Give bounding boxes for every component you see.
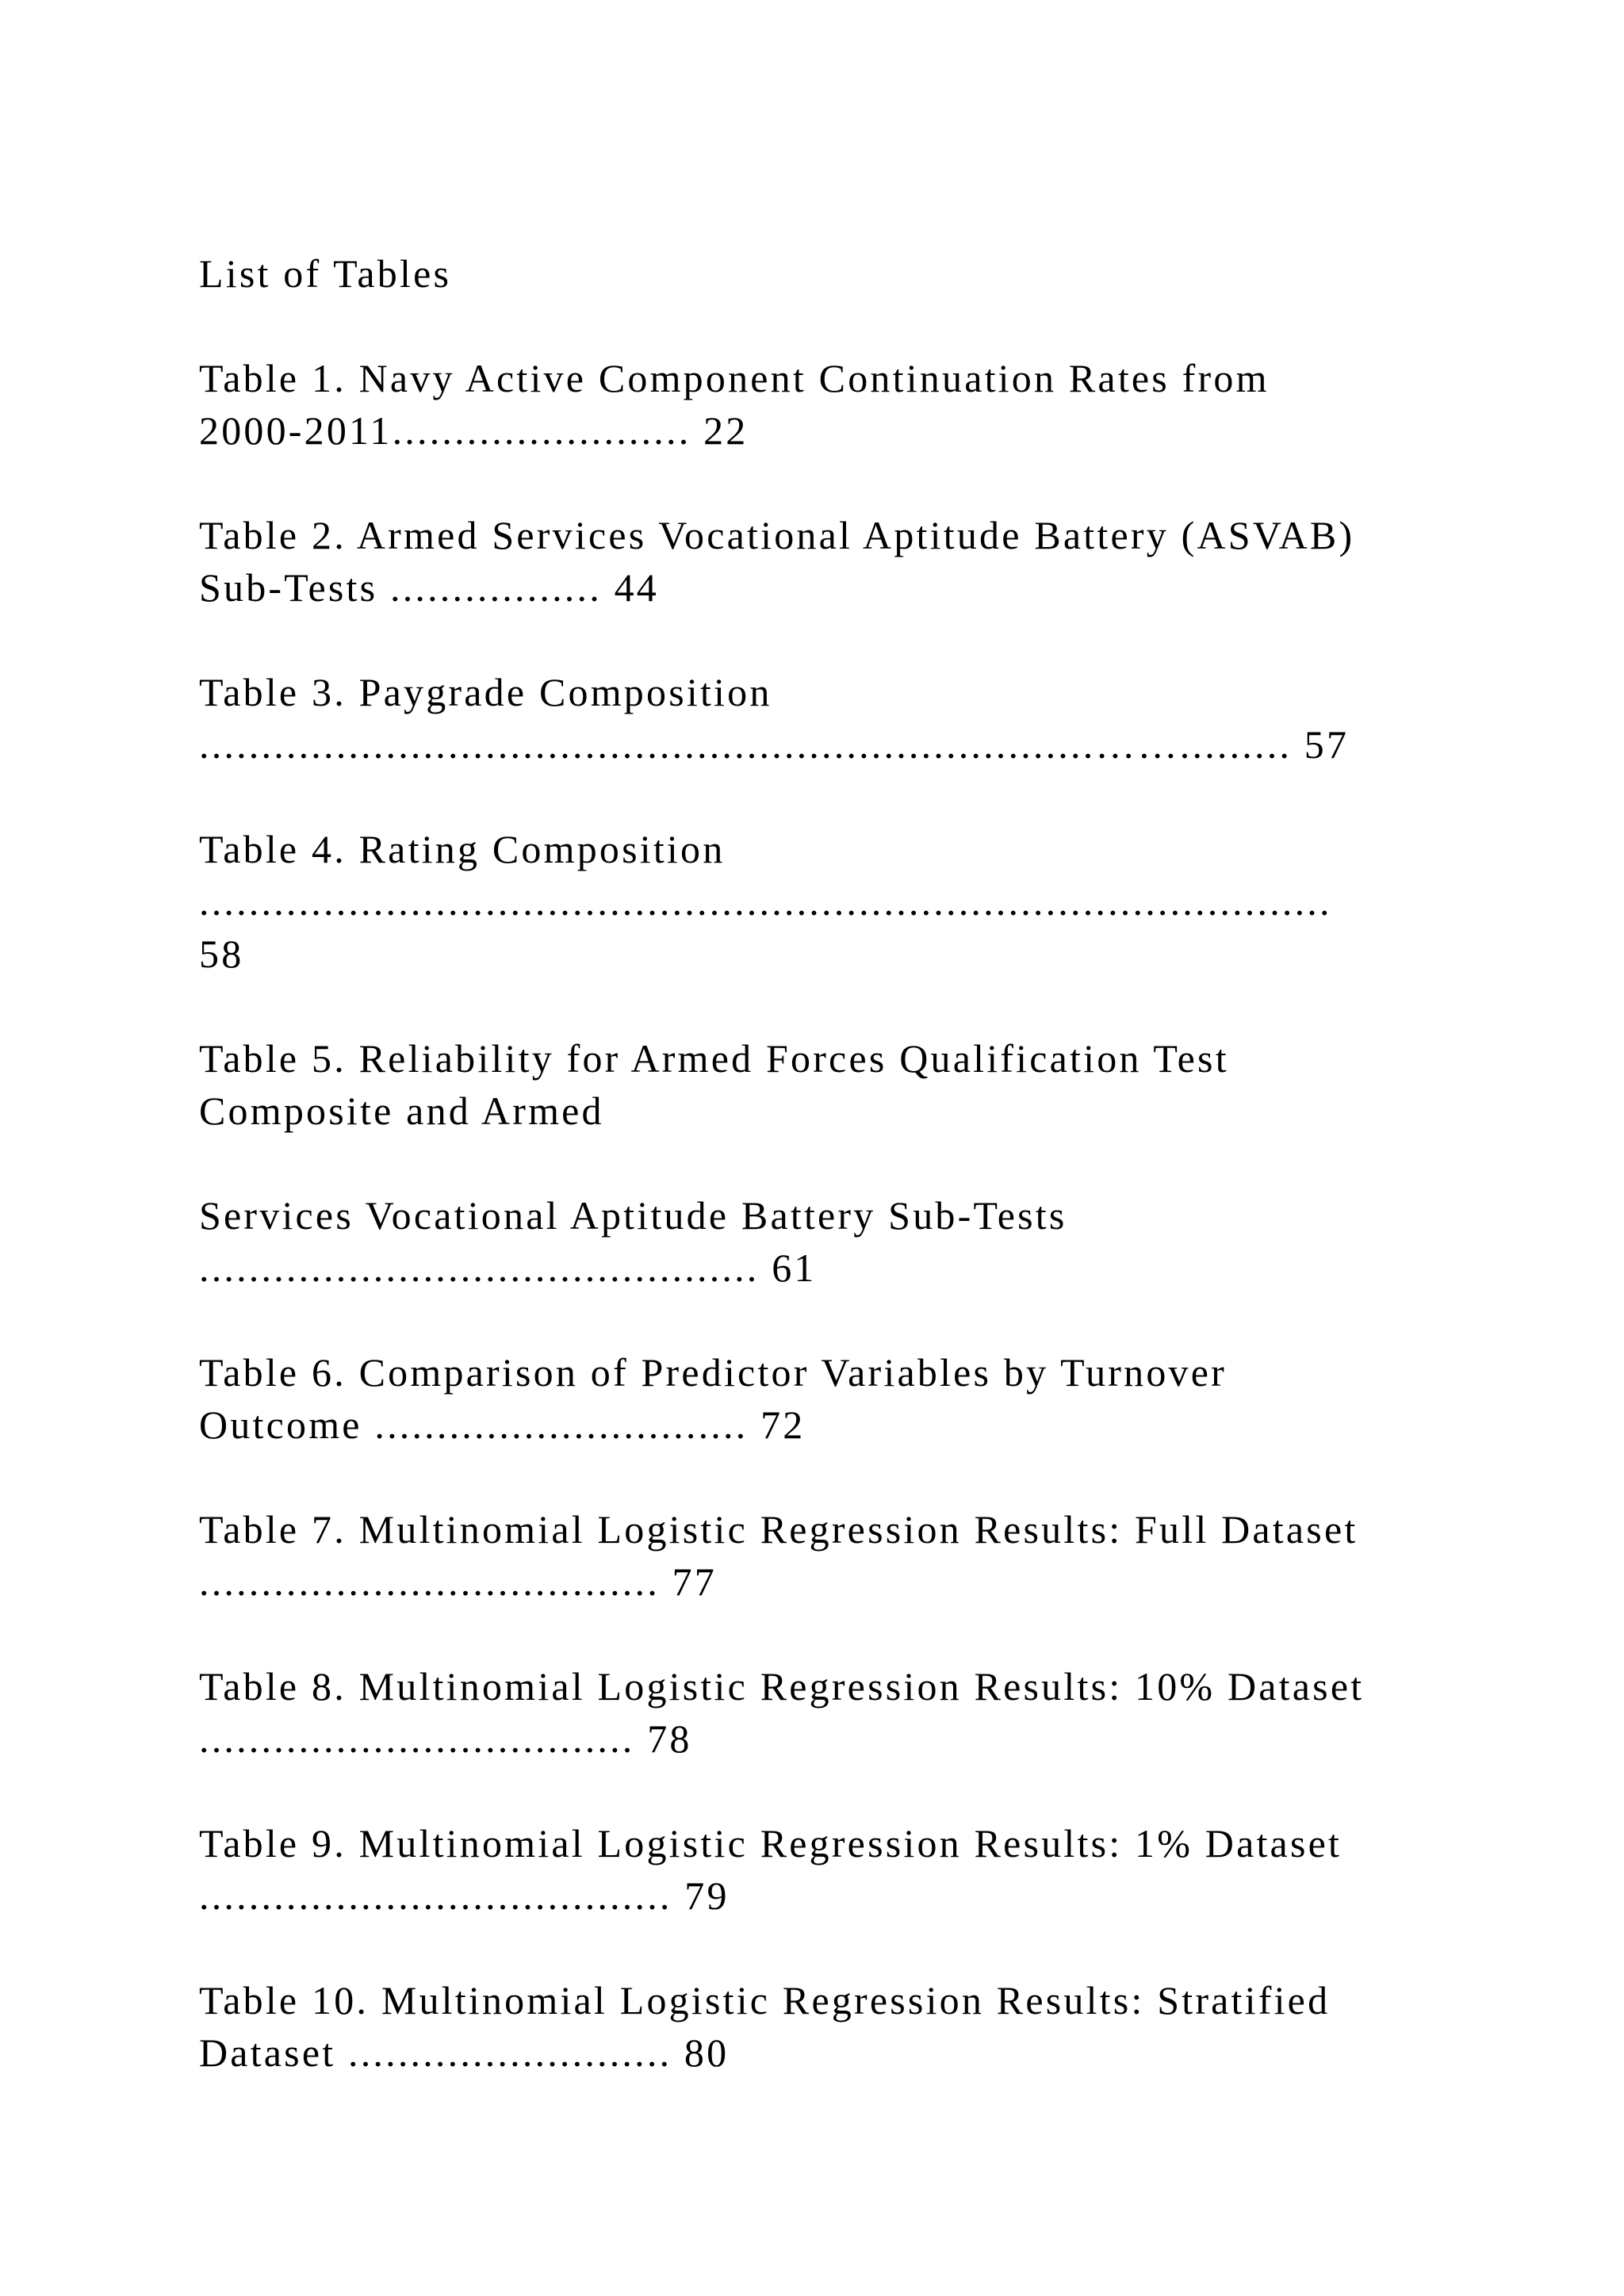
toc-entry-table-4: [199, 823, 1436, 980]
toc-entry-line: ..................................... 77: [199, 1559, 717, 1604]
toc-entry-table-10: [199, 1974, 1436, 2079]
toc-entry-line: Table 1. Navy Active Component Continuation Rates from: [199, 356, 1270, 400]
toc-entry-line: ...................................... 79: [199, 1873, 730, 1918]
toc-entry-line: Composite and Armed: [199, 1089, 604, 1133]
list-of-tables: [199, 247, 1436, 2131]
toc-entry-table-5-continued: [199, 1189, 1436, 1294]
toc-entry-line: Table 7. Multinomial Logistic Regression Results: Full Dataset: [199, 1507, 1358, 1552]
toc-entry-table-7: [199, 1503, 1436, 1608]
toc-entry-line: ................................... 78: [199, 1716, 692, 1761]
toc-entry-table-8: [199, 1660, 1436, 1765]
toc-entry-line: ........................................................................……......... 57: [199, 722, 1350, 767]
toc-entry-line: Table 6. Comparison of Predictor Variables by Turnover: [199, 1350, 1227, 1395]
toc-entry-line: Table 8. Multinomial Logistic Regression Results: 10% Dataset: [199, 1664, 1365, 1709]
toc-entry-table-5: [199, 1032, 1436, 1137]
toc-entry-line: Services Vocational Aptitude Battery Sub-Tests: [199, 1193, 1067, 1238]
toc-entry-line: Sub-Tests ................. 44: [199, 565, 660, 610]
toc-entry-table-9: [199, 1817, 1436, 1922]
toc-entry-line: 58: [199, 932, 244, 976]
toc-entry-table-1: [199, 352, 1436, 457]
toc-entry-line: Table 9. Multinomial Logistic Regression Results: 1% Dataset: [199, 1821, 1342, 1866]
toc-entry-line: 2000-2011........................ 22: [199, 408, 749, 453]
toc-entry-line: ...........................................................................................: [199, 879, 1332, 924]
toc-entry-table-2: [199, 509, 1436, 614]
toc-entry-line: ............................................. 61: [199, 1246, 817, 1290]
toc-entry-line: Table 3. Paygrade Composition: [199, 670, 772, 714]
toc-entry-table-3: [199, 666, 1436, 771]
toc-entry-line: Outcome .............................. 72: [199, 1402, 806, 1447]
toc-entry-line: Table 4. Rating Composition: [199, 827, 726, 871]
toc-entry-table-6: [199, 1346, 1436, 1451]
page-title: List of Tables: [199, 251, 452, 296]
toc-entry-line: Table 5. Reliability for Armed Forces Qualification Test: [199, 1036, 1229, 1081]
toc-entry-line: Dataset .......................... 80: [199, 2030, 730, 2075]
toc-entry-line: Table 2. Armed Services Vocational Aptitude Battery (ASVAB): [199, 513, 1355, 557]
toc-entry-line: Table 10. Multinomial Logistic Regression Results: Stratified: [199, 1978, 1331, 2022]
